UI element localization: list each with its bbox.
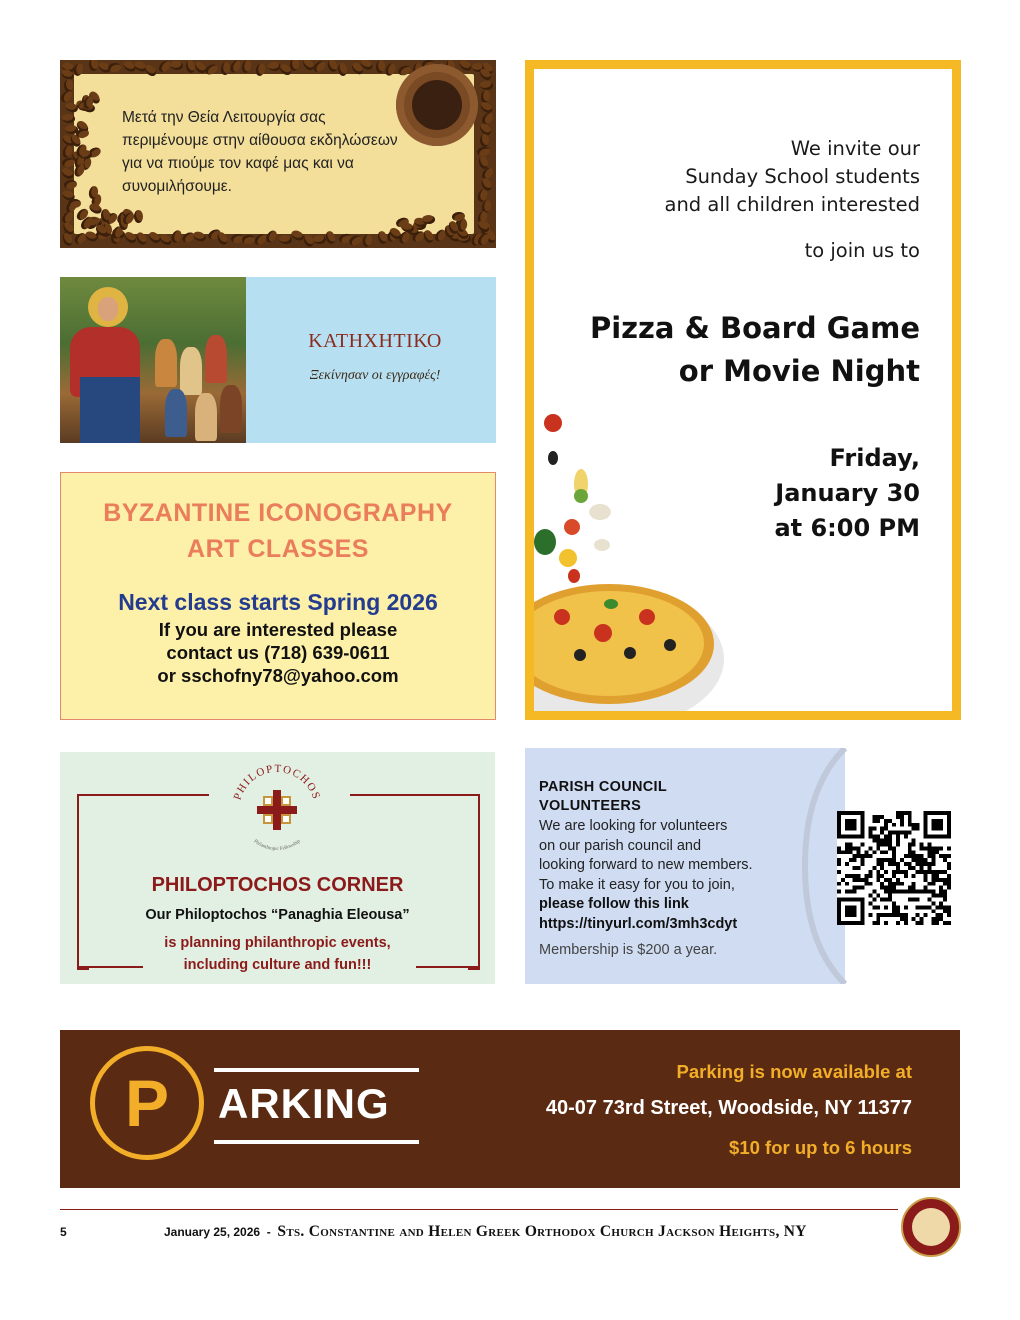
parking-price: $10 for up to 6 hours	[729, 1137, 912, 1158]
parish-heading-line2: VOLUNTEERS	[539, 798, 642, 814]
invite-line1: We invite our	[790, 137, 920, 160]
philoptochos-title: PHILOPTOCHOS CORNER	[151, 874, 404, 896]
invite-text	[560, 135, 920, 219]
philoptochos-seal-icon	[227, 760, 327, 860]
byzantine-heading-line1: BYZANTINE ICONOGRAPHY	[103, 499, 453, 527]
byzantine-iconography-box	[60, 472, 496, 720]
next-class-text: Next class starts Spring 2026	[118, 589, 438, 615]
parish-link-url[interactable]: https://tinyurl.com/3mh3cdyt	[539, 915, 738, 932]
join-text: to join us to	[804, 239, 920, 262]
event-title-line2: or Movie Night	[678, 354, 920, 388]
philoptochos-line2: is planning philanthropic events,	[164, 935, 391, 951]
philoptochos-corner	[60, 752, 495, 984]
svg-text:PHILOPTOCHOS: PHILOPTOCHOS	[231, 762, 323, 802]
parking-banner	[60, 1030, 960, 1188]
philoptochos-line3: including culture and fun!!!	[183, 957, 372, 973]
parish-link-block	[539, 895, 737, 934]
invite-line3: and all children interested	[664, 193, 920, 216]
christ-with-children-icon	[60, 277, 246, 443]
membership-fee: Membership is $200 a year.	[539, 942, 718, 958]
footer-date: January 25, 2026 -	[164, 1225, 278, 1239]
philoptochos-events	[60, 932, 495, 976]
event-title-line1: Pizza & Board Game	[589, 311, 920, 345]
page-number: 5	[60, 1225, 67, 1239]
parking-word: ARKING	[218, 1080, 390, 1127]
event-time: at 6:00 PM	[774, 514, 920, 542]
parish-link-instruction: please follow this link	[539, 896, 689, 912]
footer-text	[164, 1223, 807, 1241]
pizza-flyer-inner	[534, 69, 952, 711]
parish-body-line1: We are looking for volunteers	[539, 818, 728, 834]
byzantine-heading-line2: ART CLASSES	[187, 535, 369, 563]
katechetiko-subtitle: Ξεκίνησαν οι εγγραφές!	[309, 368, 441, 383]
footer-divider	[60, 1209, 898, 1210]
event-date: January 30	[775, 479, 920, 507]
parking-letter: P	[124, 1066, 170, 1140]
katechetiko-title: ΚΑΤΗΧΗΤΙΚΟ	[308, 330, 442, 352]
katechetiko-banner	[60, 277, 496, 443]
parish-heading	[539, 778, 667, 816]
byzantine-contact-line2: contact us (718) 639-0611	[166, 642, 390, 663]
parking-address: 40-07 73rd Street, Woodside, NY 11377	[545, 1097, 912, 1119]
parish-heading-line1: PARISH COUNCIL	[539, 779, 667, 795]
parish-body-line4: To make it easy for you to join,	[539, 876, 735, 893]
event-day: Friday,	[829, 444, 920, 472]
byzantine-contact-line3: or sschofny78@yahoo.com	[157, 665, 399, 686]
coffee-announcement	[60, 60, 496, 248]
event-datetime	[620, 441, 920, 546]
event-title	[534, 307, 920, 393]
footer-church-name: Sts. Constantine and Helen Greek Orthodox Church Jackson Heights, NY	[277, 1223, 807, 1240]
byzantine-contact-line1: If you are interested please	[158, 619, 398, 640]
parish-body-line3: looking forward to new members.	[539, 857, 753, 873]
philoptochos-line1: Our Philoptochos “Panaghia Eleousa”	[145, 907, 410, 923]
coffee-text: Μετά την Θεία Λειτουργία σας περιμένουμε στην αίθουσα εκδηλώσεων για να πιούμε τον καφέ μας και να συνομιλήσουμε.	[122, 109, 398, 195]
parish-council-card	[525, 748, 961, 984]
church-seal-icon	[901, 1197, 961, 1257]
byzantine-contact	[61, 618, 495, 687]
parish-body	[539, 817, 753, 895]
parish-body-line2: on our parish council and	[539, 837, 702, 854]
pizza-night-flyer	[525, 60, 961, 720]
invite-line2: Sunday School students	[685, 165, 920, 188]
parking-availability: Parking is now available at	[676, 1061, 912, 1082]
qr-code-icon[interactable]	[837, 811, 951, 925]
svg-text:Philanthropic Fellowship: Philanthropic Fellowship	[252, 839, 302, 853]
